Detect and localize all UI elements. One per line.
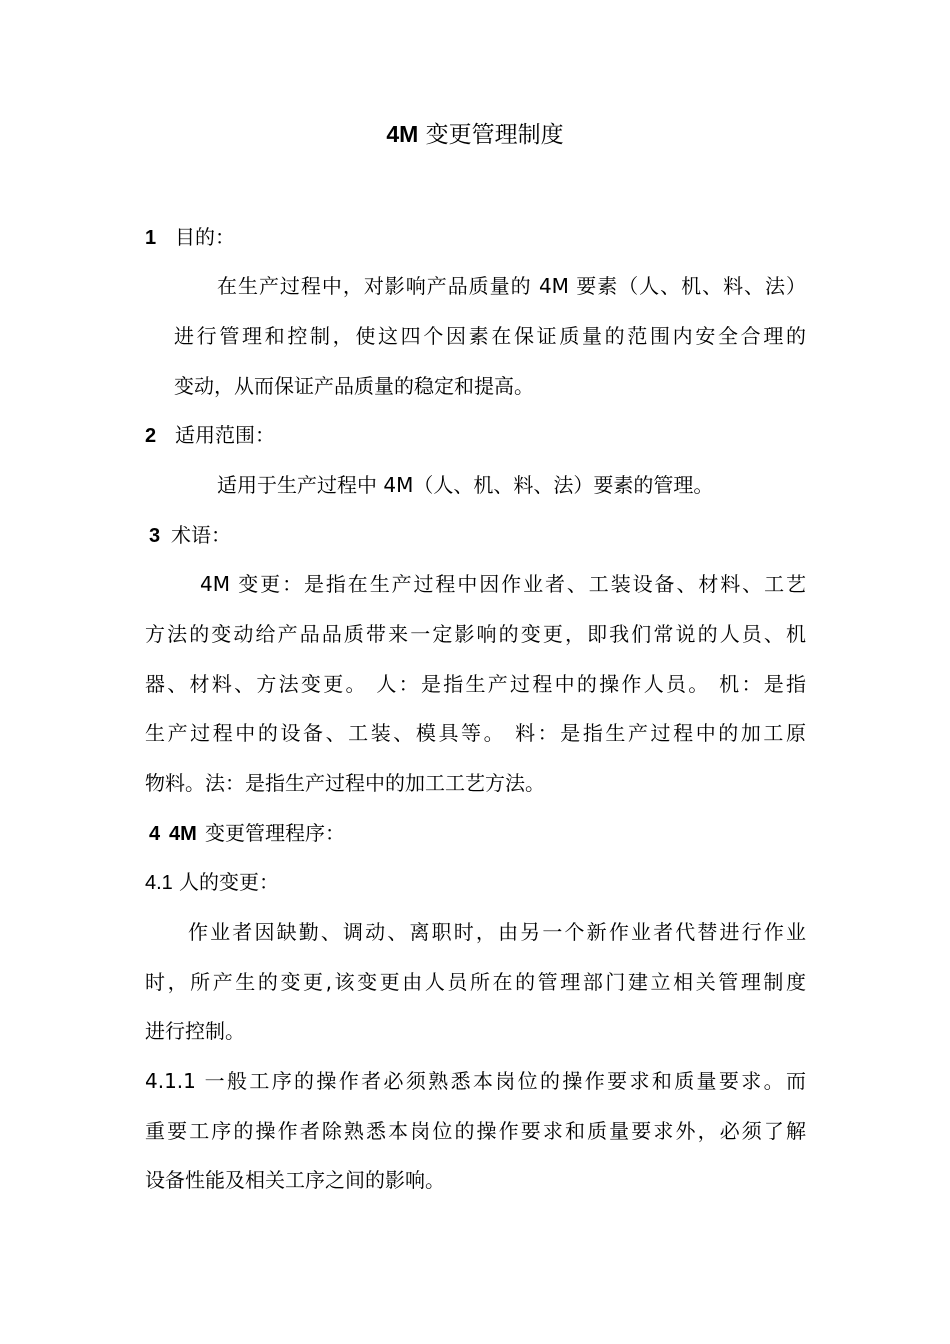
section-2-heading — [145, 420, 275, 451]
document-title — [0, 118, 950, 151]
section-4-label: 变更管理程序： — [205, 821, 345, 845]
title-text: 变更管理制度 — [418, 122, 564, 148]
section-4-1-1-line-2: 重要工序的操作者除熟悉本岗位的操作要求和质量要求外，必须了解 — [145, 1119, 806, 1143]
section-1-line-2: 进行管理和控制，使这四个因素在保证质量的范围内安全合理的 — [174, 324, 806, 348]
section-3-line-1: 4M 变更：是指在生产过程中因作业者、工装设备、材料、工艺 — [200, 572, 806, 596]
section-1-heading — [145, 222, 235, 253]
section-3-heading — [149, 520, 231, 551]
section-3-line-2: 方法的变动给产品品质带来一定影响的变更，即我们常说的人员、机 — [145, 622, 806, 646]
section-3-line-4: 生产过程中的设备、工装、模具等。 料：是指生产过程中的加工原 — [145, 721, 806, 745]
section-2-number: 2 — [145, 425, 157, 447]
section-1-number: 1 — [145, 227, 157, 249]
section-4-1-line-1: 作业者因缺勤、调动、离职时，由另一个新作业者代替进行作业 — [188, 920, 806, 944]
section-4-1-line-2: 时，所产生的变更,该变更由人员所在的管理部门建立相关管理制度 — [145, 970, 806, 994]
section-1-line-3: 变动，从而保证产品质量的稳定和提高。 — [174, 374, 534, 398]
section-4-1-number: 4.1 — [145, 872, 173, 894]
section-4-heading — [149, 818, 345, 849]
section-4-1-1-line-3: 设备性能及相关工序之间的影响。 — [145, 1168, 445, 1192]
section-3-line-3: 器、材料、方法变更。 人：是指生产过程中的操作人员。 机：是指 — [145, 672, 806, 696]
section-1-label: 目的： — [175, 225, 235, 249]
section-4-number: 4 — [149, 823, 161, 845]
section-4-1-line-3: 进行控制。 — [145, 1019, 245, 1043]
section-3-number: 3 — [149, 525, 161, 547]
section-2-line-1: 适用于生产过程中 4M（人、机、料、法）要素的管理。 — [217, 473, 714, 497]
section-3-label: 术语： — [171, 523, 231, 547]
section-4-1-1-line-1: 4.1.1 一般工序的操作者必须熟悉本岗位的操作要求和质量要求。而 — [145, 1069, 806, 1093]
title-number: 4M — [386, 121, 419, 147]
section-2-label: 适用范围： — [175, 423, 275, 447]
section-4-1-label: 人的变更： — [179, 870, 279, 894]
section-1-line-1: 在生产过程中，对影响产品质量的 4M 要素（人、机、料、法） — [217, 274, 806, 298]
section-3-line-5: 物料。法：是指生产过程中的加工工艺方法。 — [145, 771, 545, 795]
section-4-4m: 4M — [169, 823, 197, 845]
section-4-1-heading — [145, 867, 279, 898]
